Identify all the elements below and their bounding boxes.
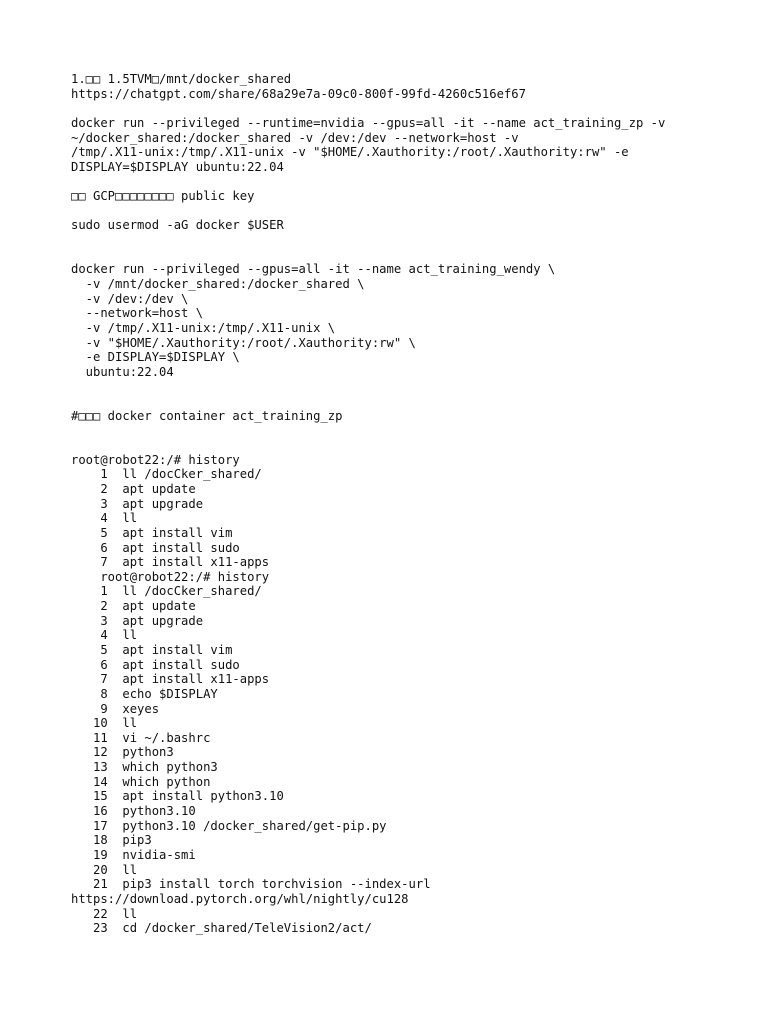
text-line: ~/docker_shared:/docker_shared -v /dev:/dev --network=host -v bbox=[71, 130, 519, 145]
text-line: 5 apt install vim bbox=[71, 642, 233, 657]
text-line: 20 ll bbox=[71, 862, 138, 877]
blank-line bbox=[71, 423, 761, 438]
text-line: 4 ll bbox=[71, 628, 138, 643]
blank-line bbox=[71, 174, 761, 189]
blank-line bbox=[71, 233, 761, 248]
text-line: sudo usermod -aG docker $USER bbox=[71, 218, 284, 233]
text-line: 1.□□ 1.5TVM□/mnt/docker_shared bbox=[71, 72, 292, 86]
blank-line bbox=[71, 101, 761, 116]
text-line: 6 apt install sudo bbox=[71, 540, 240, 555]
text-line: 17 python3.10 /docker_shared/get-pip.py bbox=[71, 818, 387, 833]
text-line: -v /dev:/dev \ bbox=[71, 291, 189, 306]
text-line: 23 cd /docker_shared/TeleVision2/act/ bbox=[71, 921, 372, 936]
text-line: 16 python3.10 bbox=[71, 804, 196, 819]
blank-line bbox=[71, 248, 761, 263]
blank-line bbox=[71, 394, 761, 409]
text-line: 8 echo $DISPLAY bbox=[71, 686, 218, 701]
text-line: 7 apt install x11-apps bbox=[71, 672, 270, 687]
document-page bbox=[71, 72, 761, 936]
text-line: docker run --privileged --runtime=nvidia --gpus=all -it --name act_training_zp -v bbox=[71, 115, 666, 130]
text-line: 3 apt upgrade bbox=[71, 496, 204, 511]
text-line: 10 ll bbox=[71, 716, 138, 731]
text-line: -e DISPLAY=$DISPLAY \ bbox=[71, 350, 240, 365]
text-line: 11 vi ~/.bashrc bbox=[71, 730, 211, 745]
text-line: 9 xeyes bbox=[71, 701, 160, 716]
text-line: 2 apt update bbox=[71, 481, 196, 496]
text-line: 1 ll /docCker_shared/ bbox=[71, 467, 262, 482]
text-line: root@robot22:/# history bbox=[71, 569, 270, 584]
text-line: 14 which python bbox=[71, 774, 211, 789]
text-line: 22 ll bbox=[71, 906, 138, 921]
text-line: docker run --privileged --gpus=all -it --name act_training_wendy \ bbox=[71, 262, 556, 277]
text-line: 1 ll /docCker_shared/ bbox=[71, 584, 262, 599]
text-line: 5 apt install vim bbox=[71, 525, 233, 540]
text-line: ubuntu:22.04 bbox=[71, 364, 174, 379]
text-line: -v "$HOME/.Xauthority:/root/.Xauthority:rw" \ bbox=[71, 335, 416, 350]
text-line: https://download.pytorch.org/whl/nightly/cu128 bbox=[71, 891, 409, 906]
text-line: -v /mnt/docker_shared:/docker_shared \ bbox=[71, 276, 365, 291]
text-line: 4 ll bbox=[71, 511, 138, 526]
text-line: 2 apt update bbox=[71, 599, 196, 614]
text-line: --network=host \ bbox=[71, 306, 204, 321]
text-line: □□ GCP□□□□□□□□ public key bbox=[71, 189, 255, 204]
blank-line bbox=[71, 438, 761, 453]
text-line: /tmp/.X11-unix:/tmp/.X11-unix -v "$HOME/.Xauthority:/root/.Xauthority:rw" -e bbox=[71, 145, 629, 160]
text-line: https://chatgpt.com/share/68a29e7a-09c0-800f-99fd-4260c516ef67 bbox=[71, 86, 526, 101]
text-line: 12 python3 bbox=[71, 745, 174, 760]
text-line: root@robot22:/# history bbox=[71, 452, 240, 467]
text-line: 15 apt install python3.10 bbox=[71, 789, 284, 804]
blank-line bbox=[71, 379, 761, 394]
text-line: 21 pip3 install torch torchvision --index-url bbox=[71, 877, 431, 892]
text-line: 3 apt upgrade bbox=[71, 613, 204, 628]
text-line: 19 nvidia-smi bbox=[71, 847, 196, 862]
text-line: 18 pip3 bbox=[71, 833, 152, 848]
text-line: DISPLAY=$DISPLAY ubuntu:22.04 bbox=[71, 159, 284, 174]
text-line: 6 apt install sudo bbox=[71, 657, 240, 672]
text-line: #□□□ docker container act_training_zp bbox=[71, 408, 343, 423]
text-line: -v /tmp/.X11-unix:/tmp/.X11-unix \ bbox=[71, 320, 336, 335]
blank-line bbox=[71, 204, 761, 219]
text-line: 7 apt install x11-apps bbox=[71, 555, 270, 570]
text-line: 13 which python3 bbox=[71, 760, 218, 775]
